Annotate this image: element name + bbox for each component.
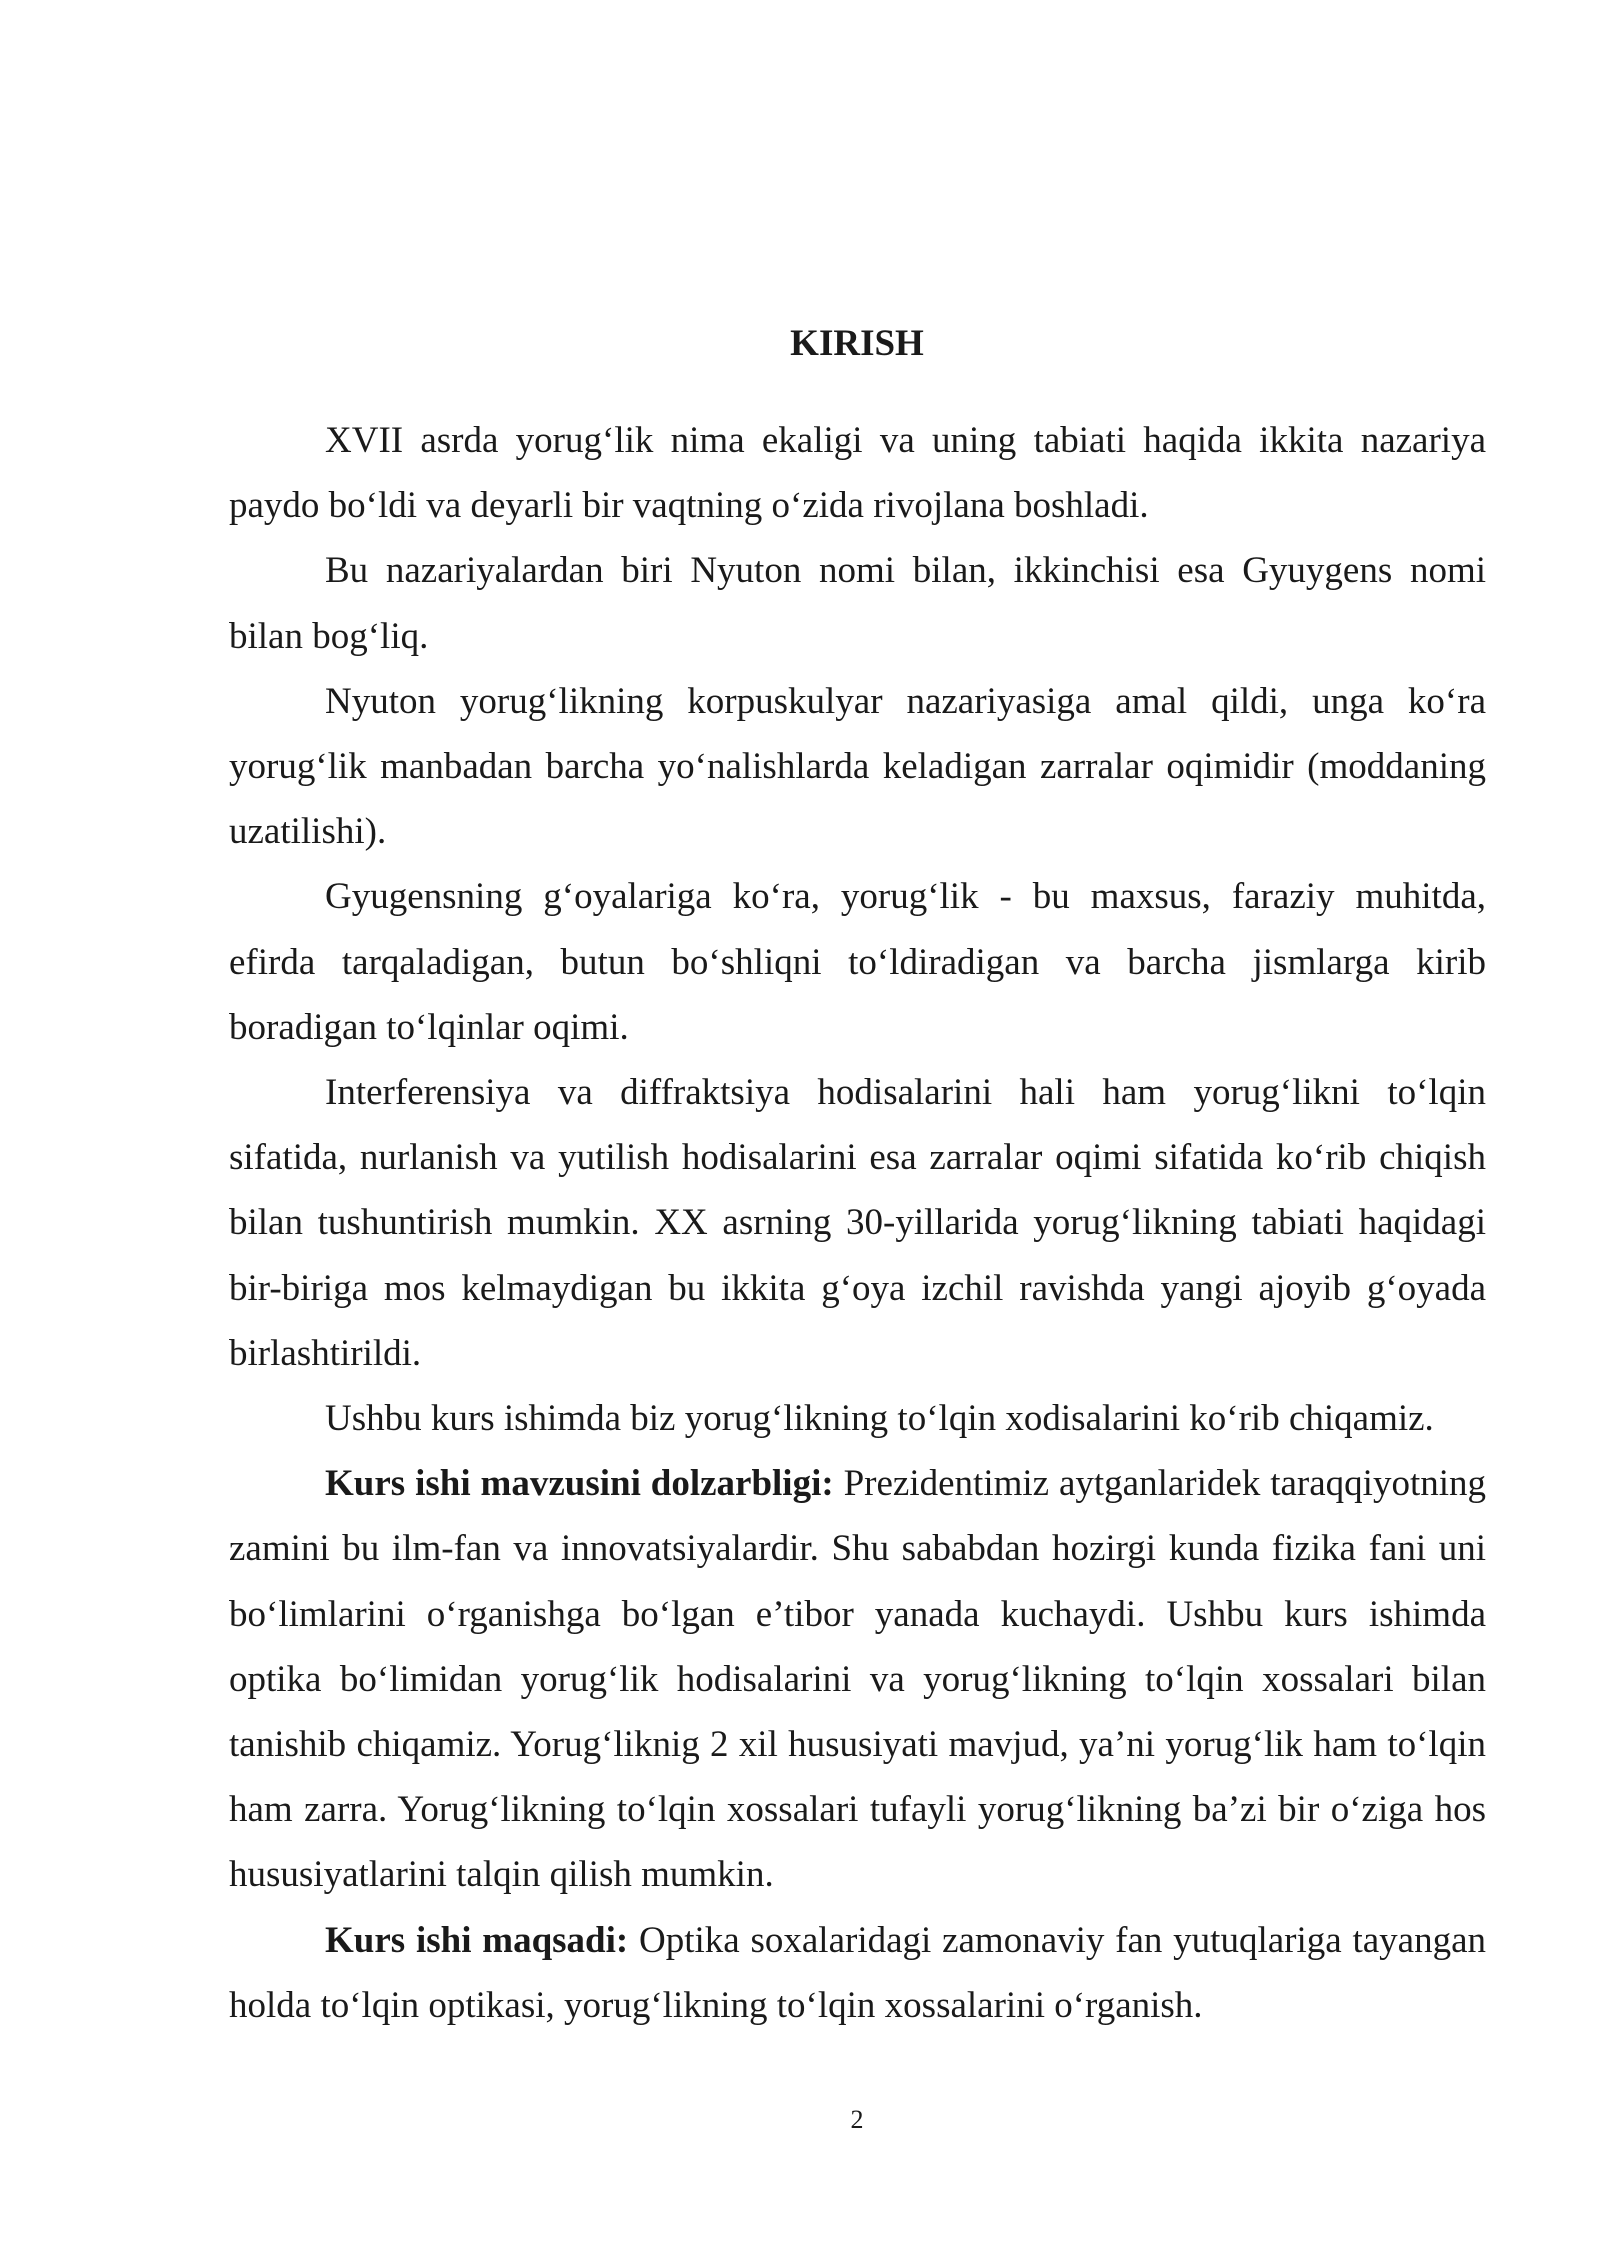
paragraph-text: XVII asrda yorug‘lik nima ekaligi va uning tabiati haqida ikkita nazariya paydo bo‘ldi va deyarli bir vaqtning o‘zida rivojlana boshladi. — [229, 420, 1486, 527]
paragraph-5 — [229, 1060, 1486, 1386]
page-number: 2 — [850, 2105, 864, 2134]
paragraph-relevance — [229, 1451, 1486, 1907]
paragraph-text: Interferensiya va diffraktsiya hodisalarini hali ham yorug‘likni to‘lqin sifatida, nurlanish va yutilish hodisalarini esa zarralar oqimi sifatida ko‘rib chiqish bilan tushuntirish mumkin. XX asrning 30-yillarida yorug‘likning tabiati haqidagi bir-biriga mos kelmaydigan bu ikkita g‘oya izchil ravishda yangi ajoyib g‘oyada birlashtirildi. — [229, 1072, 1486, 1374]
paragraph-text: Prezidentimiz aytganlaridek taraqqiyotning zamini bu ilm-fan va innovatsiyalardir. Shu sababdan hozirgi kunda fizika fani uni bo‘limlarini o‘rganishga bo‘lgan e’tibor yanada kuchaydi. Ushbu kurs ishimda optika bo‘limidan yorug‘lik hodisalarini va yorug‘likning to‘lqin xossalari bilan tanishib chiqamiz. Yorug‘liknig 2 xil hususiyati mavjud, ya’ni yorug‘lik ham to‘lqin ham zarra. Yorug‘likning to‘lqin xossalari tufayli yorug‘likning ba’zi bir o‘ziga hos hususiyatlarini talqin qilish mumkin. — [229, 1463, 1487, 1896]
paragraph-label: Kurs ishi mavzusini dolzarbligi: — [325, 1463, 834, 1505]
body-text — [229, 408, 1486, 2038]
paragraph-goal — [229, 1908, 1486, 2038]
paragraph-label: Kurs ishi maqsadi: — [325, 1919, 629, 1961]
paragraph-1 — [229, 408, 1486, 538]
section-heading: KIRISH — [790, 323, 924, 364]
paragraph-text: Bu nazariyalardan biri Nyuton nomi bilan, ikkinchisi esa Gyuygens nomi bilan bog‘liq. — [229, 550, 1486, 657]
paragraph-text: Nyuton yorug‘likning korpuskulyar nazariyasiga amal qildi, unga ko‘ra yorug‘lik manbadan barcha yo‘nalishlarda keladigan zarralar oqimidir (moddaning uzatilishi). — [229, 680, 1486, 853]
paragraph-4 — [229, 864, 1486, 1060]
paragraph-6 — [229, 1386, 1486, 1451]
paragraph-2 — [229, 538, 1486, 668]
paragraph-text: Optika soxalaridagi zamonaviy fan yutuqlariga tayangan holda to‘lqin optikasi, yorug‘likning to‘lqin xossalarini o‘rganish. — [229, 1919, 1486, 2026]
paragraph-text: Gyugensning g‘oyalariga ko‘ra, yorug‘lik - bu maxsus, faraziy muhitda, efirda tarqaladigan, butun bo‘shliqni to‘ldiradigan va barcha jismlarga kirib boradigan to‘lqinlar oqimi. — [229, 876, 1486, 1048]
paragraph-text: Ushbu kurs ishimda biz yorug‘likning to‘lqin xodisalarini ko‘rib chiqamiz. — [325, 1398, 1434, 1440]
paragraph-3 — [229, 669, 1486, 865]
